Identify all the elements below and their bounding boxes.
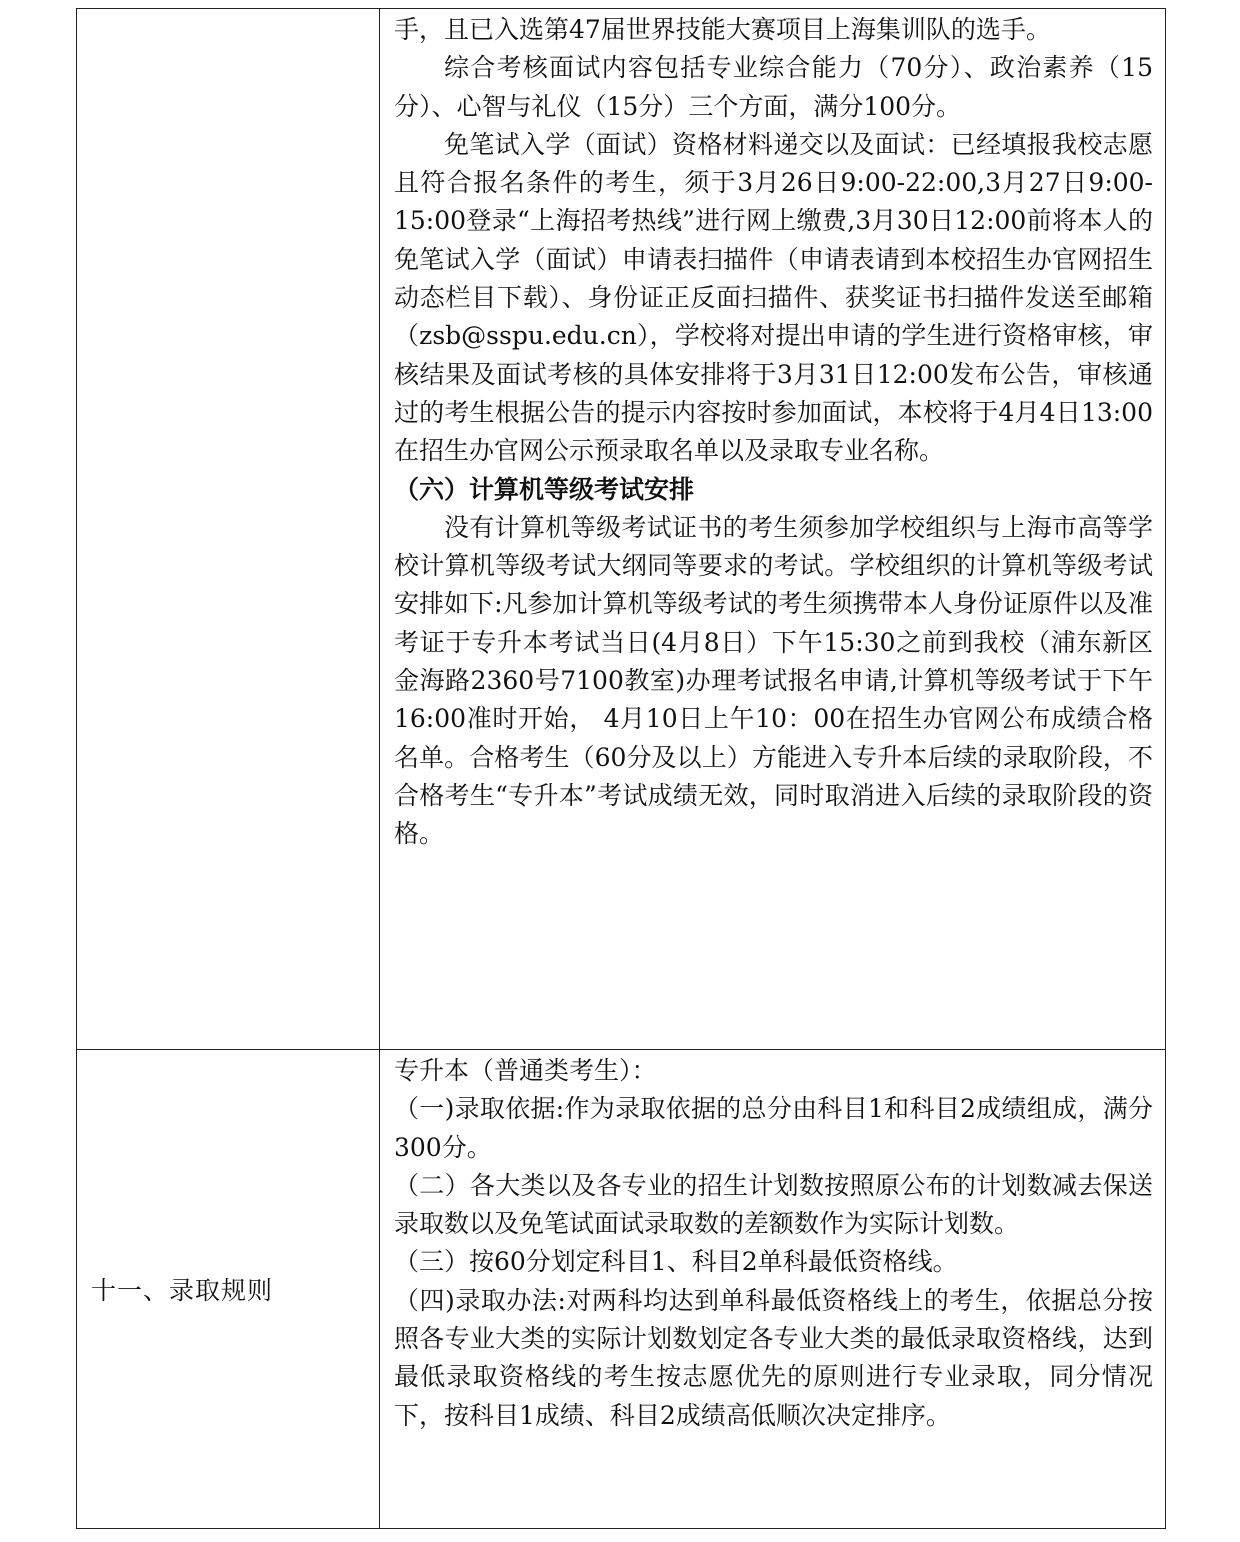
row2-content-cell xyxy=(380,1050,1166,1529)
row2-left-cell xyxy=(77,1050,380,1529)
paragraph-exemption-materials: 免笔试入学（面试）资格材料递交以及面试：已经填报我校志愿且符合报名条件的考生，须于3月26日9:00-22:00,3月27日9:00-15:00登录“上海招考热线”进行网上缴费,3月30日12:00前将本人的免笔试入学（面试）申请表扫描件（申请表请到本校招生办官网招生动态栏目下载）、身份证正反面扫描件、获奖证书扫描件发送至邮箱（zsb@sspu.edu.cn），学校将对提出申请的学生进行资格审核，审核结果及面试考核的具体安排将于3月31日12:00发布公告，审核通过的考生根据公告的提示内容按时参加面试，本校将于4月4日13:00在招生办官网公示预录取名单以及录取专业名称。 xyxy=(394,129,1153,466)
paragraph-rule-4: （四)录取办法:对两科均达到单科最低资格线上的考生，依据总分按照各专业大类的实际计划数划定各专业大类的最低录取资格线，达到最低录取资格线的考生按志愿优先的原则进行专业录取，同分情况下，按科目1成绩、科目2成绩高低顺次决定排序。 xyxy=(394,1285,1153,1430)
row2-content xyxy=(380,1050,1165,1435)
paragraph-selected-contestants: 手，且已入选第47届世界技能大赛项目上海集训队的选手。 xyxy=(394,15,1051,44)
table-row-admission-rules xyxy=(77,1050,1166,1529)
section-title-admission-rules: 十一、录取规则 xyxy=(91,1276,274,1305)
admission-rules-table xyxy=(76,8,1166,1529)
row1-left-cell xyxy=(77,9,380,1050)
row1-content-cell xyxy=(380,9,1166,1050)
paragraph-rule-1: （一)录取依据:作为录取依据的总分由科目1和科目2成绩组成，满分300分。 xyxy=(394,1094,1153,1162)
paragraph-category-heading: 专升本（普通类考生）： xyxy=(394,1056,657,1085)
row1-content xyxy=(380,9,1165,854)
paragraph-interview-content: 综合考核面试内容包括专业综合能力（70分）、政治素养（15分）、心智与礼仪（15分）三个方面，满分100分。 xyxy=(394,53,1153,121)
paragraph-rule-2: （二）各大类以及各专业的招生计划数按照原公布的计划数减去保送录取数以及免笔试面试录取数的差额数作为实际计划数。 xyxy=(394,1170,1153,1239)
paragraph-rule-3: （三）按60分划定科目1、科目2单科最低资格线。 xyxy=(394,1247,958,1277)
section-heading-computer-exam: （六）计算机等级考试安排 xyxy=(394,474,695,504)
paragraph-computer-exam: 没有计算机等级考试证书的考生须参加学校组织与上海市高等学校计算机等级考试大纲同等要求的考试。学校组织的计算机等级考试安排如下:凡参加计算机等级考试的考生须携带本人身份证原件以及准考证于专升本考试当日(4月8日）下午15:30之前到我校（浦东新区金海路2360号7100教室)办理考试报名申请,计算机等级考试于下午16:00准时开始， 4月10日上午10：00在招生办官网公布成绩合格名单。合格考生（60分及以上）方能进入专升本后续的录取阶段，不合格考生“专升本”考试成绩无效，同时取消进入后续的录取阶段的资格。 xyxy=(394,512,1153,849)
table-row-computer-exam xyxy=(77,9,1166,1050)
